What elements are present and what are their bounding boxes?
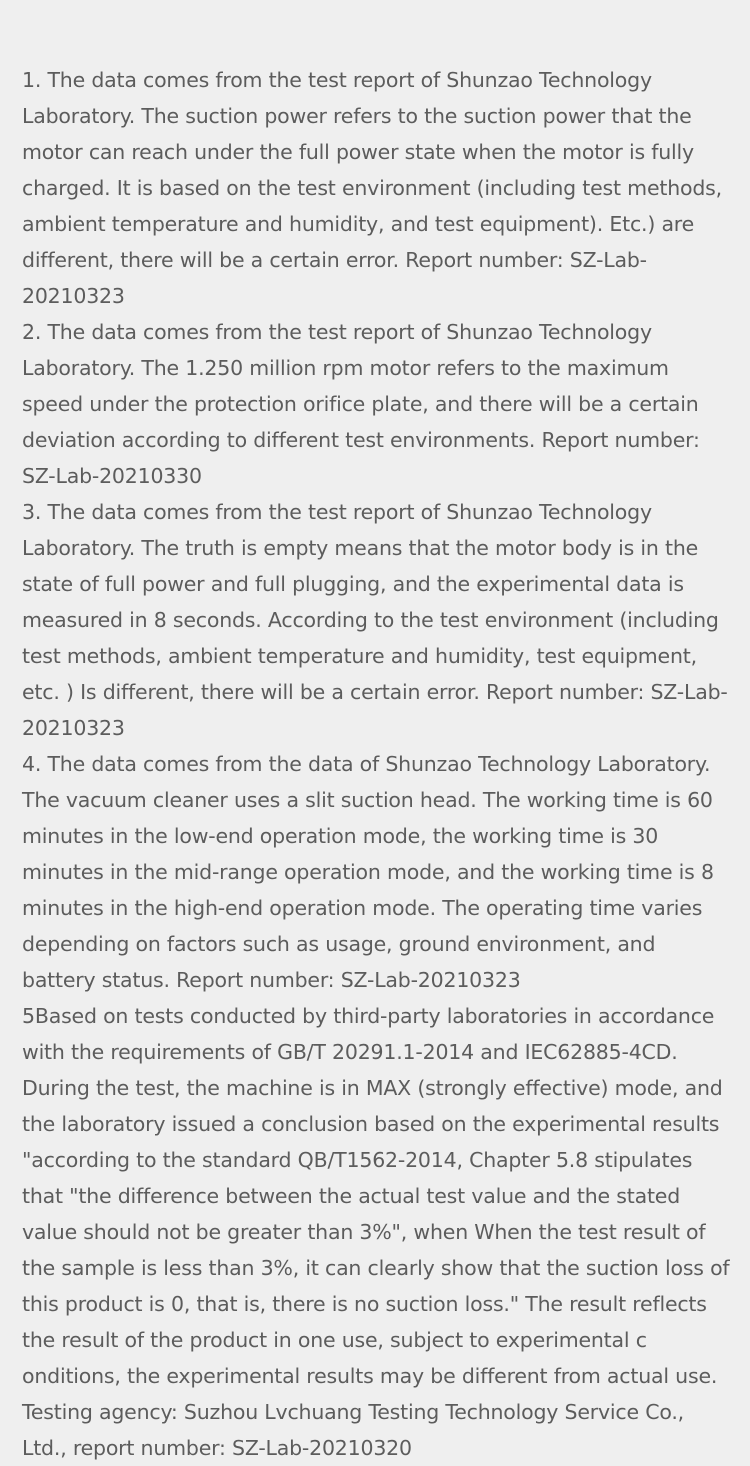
footnote-1: 1. The data comes from the test report of Shunzao Technology Laboratory. The suction power refers to the suction power that the motor can reach under the full power state when the motor is fully charged. It is based on the test environment (including test methods, ambient temperature and humidity, and test equipment). Etc.) are different, there will be a certain error. Report number: SZ-Lab-20210323 <box>22 68 722 308</box>
footnote-2: 2. The data comes from the test report of Shunzao Technology Laboratory. The 1.250 million rpm motor refers to the maximum speed under the protection orifice plate, and there will be a certain deviation according to different test environments. Report number: SZ-Lab-20210330 <box>22 320 700 488</box>
footnotes-block <box>22 62 734 1466</box>
footnote-5: 5Based on tests conducted by third-party laboratories in accordance with the requirements of GB/T 20291.1-2014 and IEC62885-4CD. During the test, the machine is in MAX (strongly effective) mode, and the laboratory issued a conclusion based on the experimental results "according to the standard QB/T1562-2014, Chapter 5.8 stipulates that "the difference between the actual test value and the stated value should not be greater than 3%", when When the test result of the sample is less than 3%, it can clearly show that the suction loss of this product is 0, that is, there is no suction loss." The result reflects the result of the product in one use, subject to experimental c onditions, the experimental results may be different from actual use. Testing agency: Suzhou Lvchuang Testing Technology Service Co., Ltd., report number: SZ-Lab-20210320 <box>22 1004 730 1460</box>
footnote-4: 4. The data comes from the data of Shunzao Technology Laboratory. The vacuum cleaner uses a slit suction head. The working time is 60 minutes in the low-end operation mode, the working time is 30 minutes in the mid-range operation mode, and the working time is 8 minutes in the high-end operation mode. The operating time varies depending on factors such as usage, ground environment, and battery status. Report number: SZ-Lab-20210323 <box>22 752 714 992</box>
footnote-3: 3. The data comes from the test report of Shunzao Technology Laboratory. The truth is empty means that the motor body is in the state of full power and full plugging, and the experimental data is measured in 8 seconds. According to the test environment (including test methods, ambient temperature and humidity, test equipment, etc. ) Is different, there will be a certain error. Report number: SZ-Lab-20210323 <box>22 500 728 740</box>
